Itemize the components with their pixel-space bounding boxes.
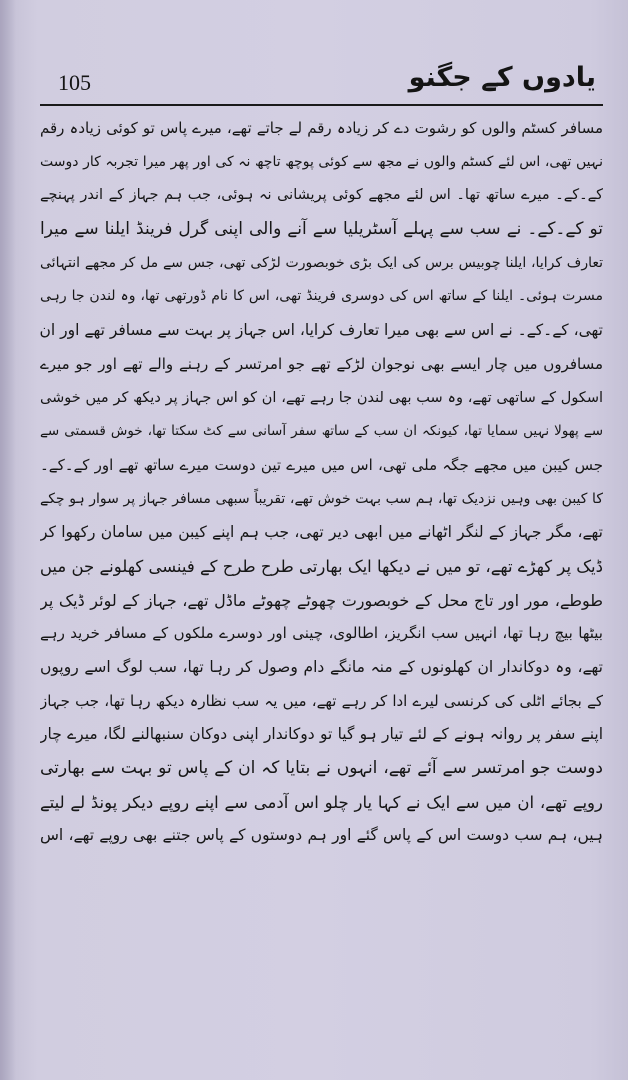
text-line: کے۔کے۔ میرے ساتھ تھا۔ اس لئے مجھے کوئی پریشانی نہ ہوئی، جب ہم جہاز کے اندر پہنچے	[40, 187, 603, 204]
text-line: مسافر کسٹم والوں کو رشوت دے کر زیادہ رقم لے جاتے تھے، میرے پاس تو کوئی زیادہ رقم	[40, 119, 603, 137]
text-line: طوطے، مور اور تاج محل کے خوبصورت چھوٹے چھوٹے ماڈل تھے، جہاز کے لوئر ڈیک پر	[40, 590, 603, 610]
text-line: تھے، مگر جہاز کے لنگر اٹھانے میں ابھی دیر تھی، جب ہم اپنے کیبن میں سامان رکھوا کر	[40, 523, 603, 542]
text-line: ہیں، ہم سب دوست اس کے پاس گئے اور ہم دوستوں کے پاس جتنے بھی روپے تھے، اس	[40, 826, 603, 845]
text-line: جس کیبن میں مجھے جگہ ملی تھی، اس میں میرے تین دوست میرے ساتھ تھے اور کے۔کے۔	[40, 455, 603, 474]
text-line: تو کے۔کے۔ نے سب سے پہلے آسٹریلیا سے آنے والی اپنی گرل فرینڈ ایلنا سے میرا	[40, 219, 603, 240]
text-line: دوست جو امرتسر سے آئے تھے، انہوں نے بتایا کہ ان کے پاس تو بہت سے بھارتی	[40, 758, 603, 779]
text-line: تعارف کرایا، ایلنا چوبیس برس کی ایک بڑی خوبصورت لڑکی تھی، جس سے مل کر مجھے انتہائی	[40, 254, 603, 271]
book-title: یادوں کے جگنو	[408, 62, 596, 93]
text-line: کے بجائے اٹلی کی کرنسی لیرے ادا کر رہے تھے، میں یہ سب نظارہ دیکھ رہا تھا، جب جہاز	[40, 691, 603, 710]
header-rule	[40, 104, 603, 106]
page-number: 105	[58, 70, 91, 95]
text-line: ڈیک پر کھڑے تھے، تو میں نے دیکھا ایک بھارتی طرح طرح کے فینسی کھلونے جن میں	[40, 556, 603, 576]
text-line: روپے تھے، ان میں سے ایک نے کہا یار چلو اس آدمی سے اپنے روپے دیکر پونڈ لے لیتے	[40, 792, 603, 812]
page-header	[40, 62, 600, 102]
text-line: تھی، کے۔کے۔ نے اس سے بھی میرا تعارف کرایا، اس جہاز پر بہت سے مسافر تھے اور ان	[40, 321, 603, 340]
body-text	[40, 112, 603, 1042]
text-line: تھے، وہ دوکاندار ان کھلونوں کے منہ مانگے دام وصول کر رہا تھا، سب لوگ اسے روپوں	[40, 658, 603, 676]
text-line: اپنے سفر پر روانہ ہونے کے لئے تیار ہو گیا تو دوکاندار اپنی دوکان سنبھالنے لگا، میرے چار	[40, 725, 603, 744]
text-line: کا کیبن بھی وہیں نزدیک تھا، ہم سب بہت خوش تھے، تقریباً سبھی مسافر جہاز پر سوار ہو چکے	[40, 490, 603, 507]
text-line: مسرت ہوئی۔ ایلنا کے ساتھ اس کی دوسری فرینڈ تھی، اس کا نام ڈورتھی تھا، وہ لندن جا رہی	[40, 288, 603, 305]
page-gutter-shadow	[0, 0, 16, 1080]
text-line: اسکول کے ساتھی تھے، وہ سب بھی لندن جا رہے تھے، ان کو اس جہاز پر دیکھ کر میں خوشی	[40, 389, 603, 406]
text-line: بیٹھا بیچ رہا تھا، انہیں سب انگریز، اطالوی، چینی اور دوسرے ملکوں کے مسافر خرید رہے	[40, 624, 603, 643]
text-line: سے پھولا نہیں سمایا تھا، کیونکہ ان سب کے ساتھ سفر آسانی سے کٹ سکتا تھا، خوش قسمتی سے	[40, 423, 603, 440]
text-line: مسافروں میں چار ایسے بھی نوجوان لڑکے تھے جو امرتسر کے رہنے والے تھے اور جو میرے	[40, 354, 603, 373]
text-line: نہیں تھی، اس لئے کسٹم والوں نے مجھ سے کوئی پوچھ تاچھ نہ کی اور پھر میرا تجربہ کار دوست	[40, 153, 603, 170]
